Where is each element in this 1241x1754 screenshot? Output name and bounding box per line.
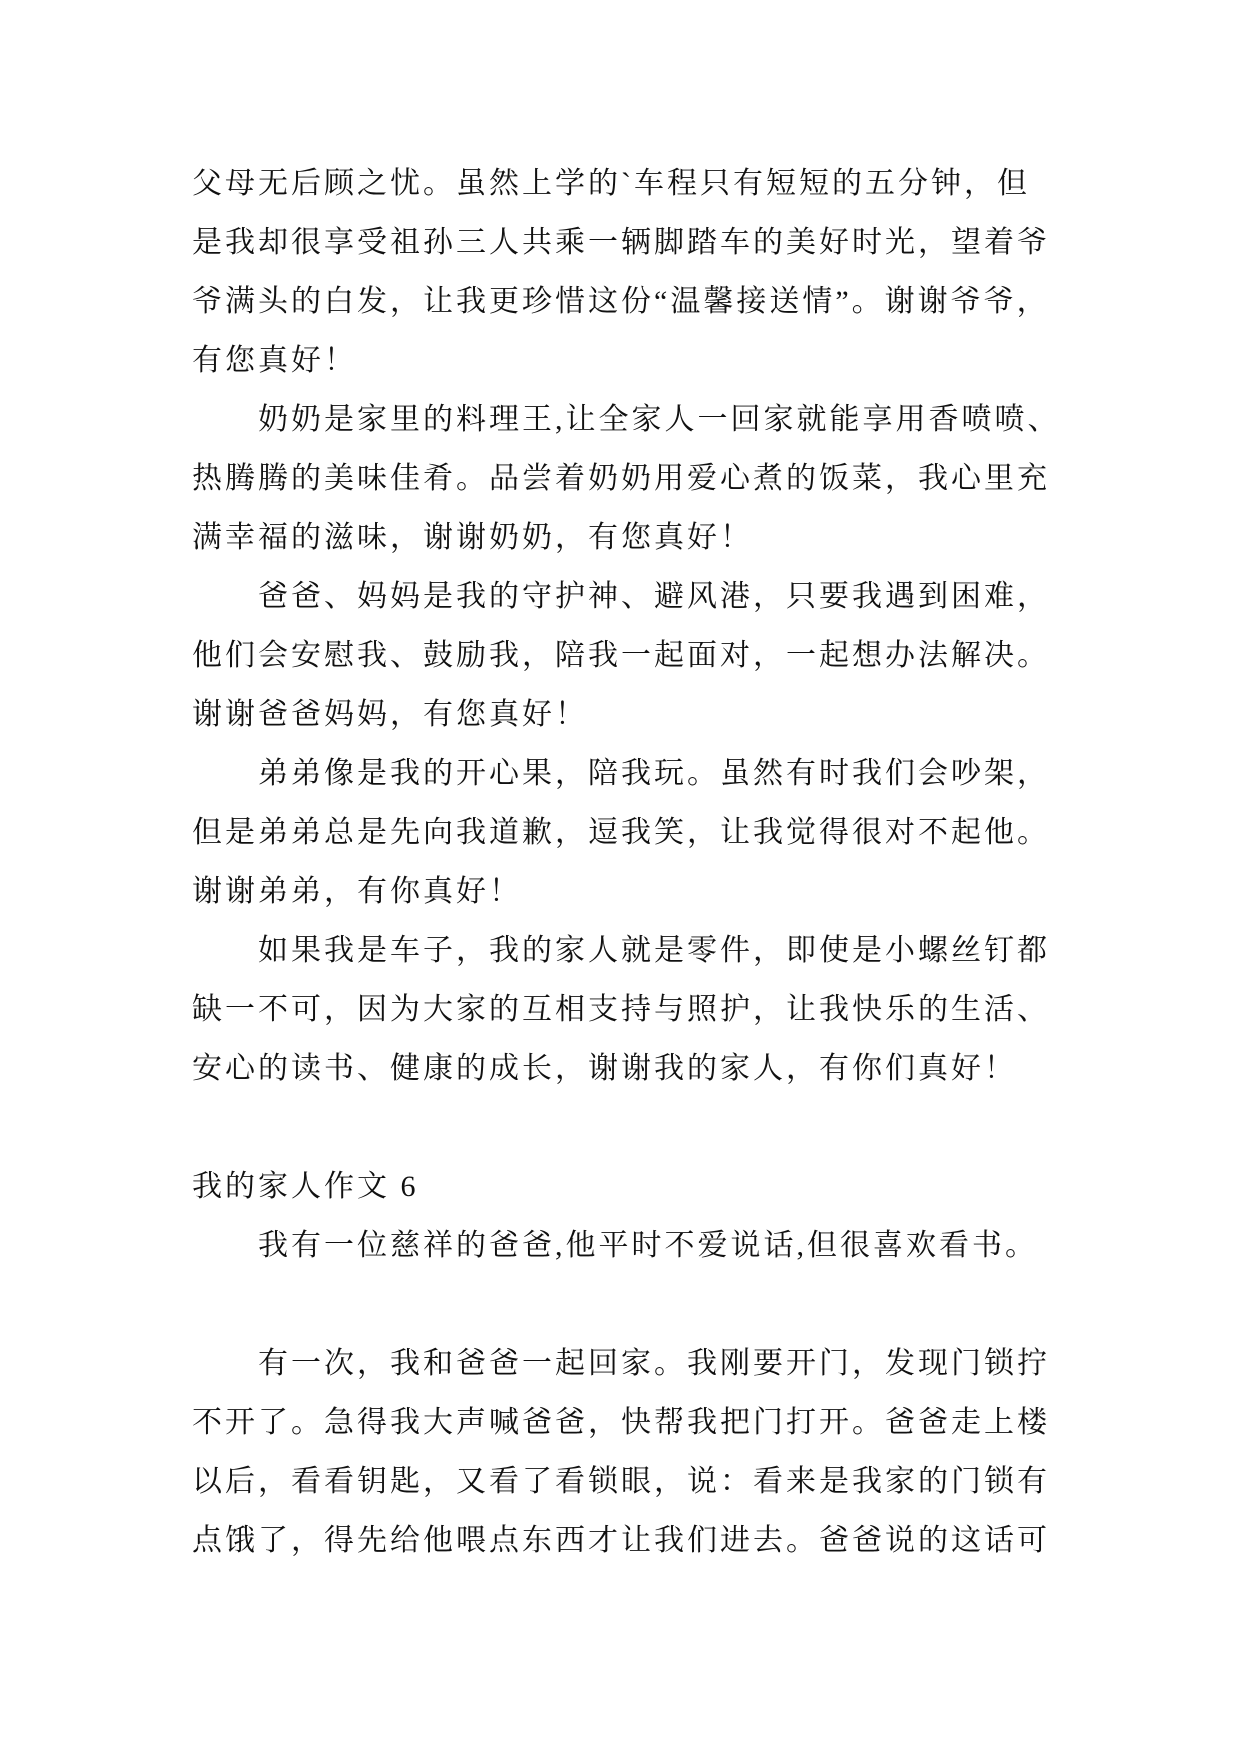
blank-line (192, 1275, 1241, 1334)
text-line: 谢谢爸爸妈妈，有您真好！ (192, 698, 588, 731)
paragraph-parents (192, 567, 1241, 744)
text-line: 满幸福的滋味，谢谢奶奶，有您真好！ (192, 521, 753, 554)
text-line: 安心的读书、健康的成长，谢谢我的家人，有你们真好！ (192, 1052, 1017, 1085)
text-line: 以后，看看钥匙，又看了看锁眼，说：看来是我家的门锁有 (192, 1465, 1050, 1498)
paragraph-intro (192, 1216, 1241, 1275)
text-line: 爷满头的白发，让我更珍惜这份“温馨接送情”。谢谢爷爷， (192, 285, 1050, 318)
text-line: 奶奶是家里的料理王,让全家人一回家就能享用香喷喷、 (258, 403, 1061, 436)
text-line: 父母无后顾之忧。虽然上学的`车程只有短短的五分钟，但 (192, 167, 1030, 200)
essay-heading: 我的家人作文 6 (192, 1170, 419, 1203)
paragraph-grandma (192, 390, 1241, 567)
text-line: 爸爸、妈妈是我的守护神、避风港，只要我遇到困难， (258, 580, 1050, 613)
text-line: 不开了。急得我大声喊爸爸，快帮我把门打开。爸爸走上楼 (192, 1406, 1050, 1439)
text-line: 我有一位慈祥的爸爸,他平时不爱说话,但很喜欢看书。 (258, 1229, 1038, 1262)
text-line: 缺一不可，因为大家的互相支持与照护，让我快乐的生活、 (192, 993, 1050, 1026)
text-line: 有一次，我和爸爸一起回家。我刚要开门，发现门锁拧 (258, 1347, 1050, 1380)
paragraph-continuation (192, 154, 1241, 390)
text-line: 如果我是车子，我的家人就是零件，即使是小螺丝钉都 (258, 934, 1050, 967)
text-line: 他们会安慰我、鼓励我，陪我一起面对，一起想办法解决。 (192, 639, 1050, 672)
text-line: 点饿了，得先给他喂点东西才让我们进去。爸爸说的这话可 (192, 1524, 1050, 1557)
text-line: 谢谢弟弟，有你真好！ (192, 875, 522, 908)
paragraph-door-lock (192, 1334, 1241, 1570)
text-line: 有您真好！ (192, 344, 357, 377)
text-line: 弟弟像是我的开心果，陪我玩。虽然有时我们会吵架， (258, 757, 1050, 790)
text-line: 是我却很享受祖孙三人共乘一辆脚踏车的美好时光，望着爷 (192, 226, 1050, 259)
text-line: 但是弟弟总是先向我道歉，逗我笑，让我觉得很对不起他。 (192, 816, 1050, 849)
paragraph-brother (192, 744, 1241, 921)
text-line: 热腾腾的美味佳肴。品尝着奶奶用爱心煮的饭菜，我心里充 (192, 462, 1050, 495)
blank-line (192, 1098, 1241, 1157)
paragraph-family (192, 921, 1241, 1098)
